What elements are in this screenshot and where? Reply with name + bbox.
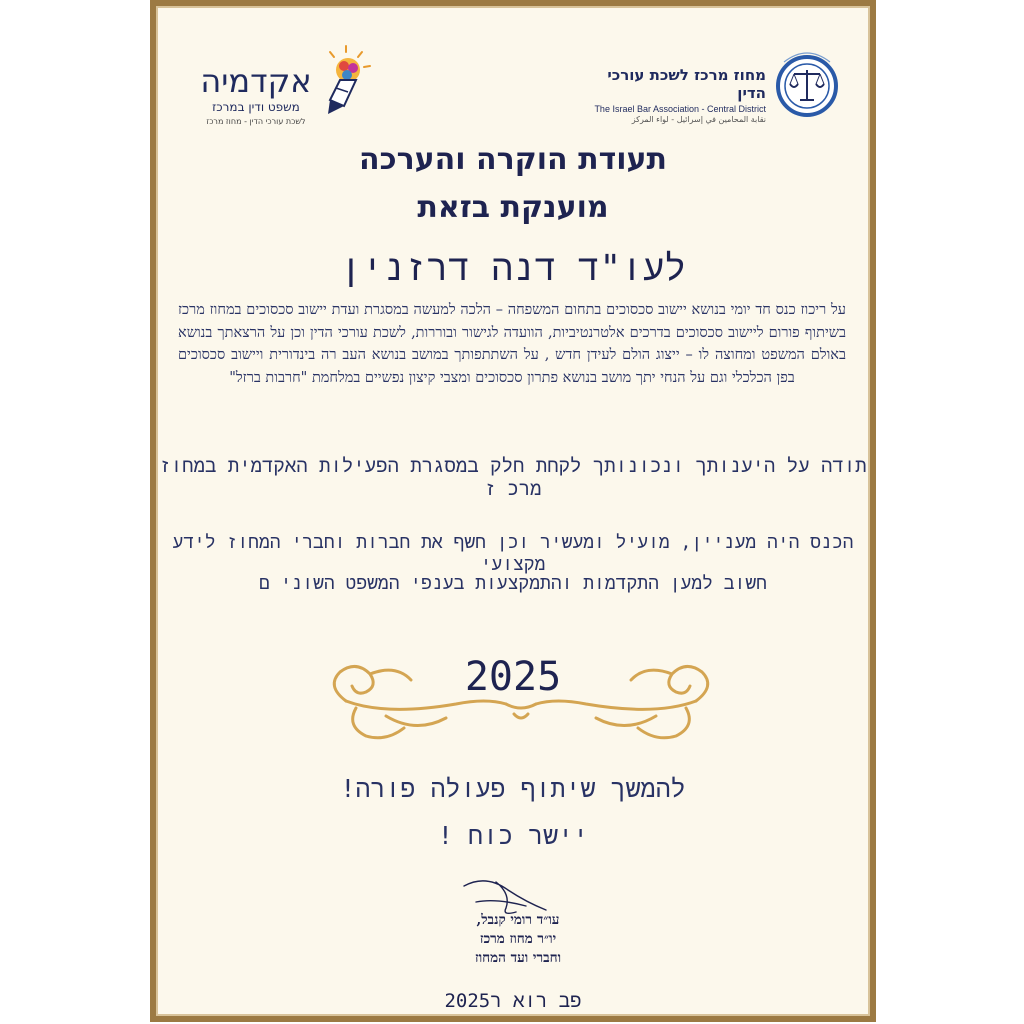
certificate-subtitle: מוענקת בזאת	[417, 190, 609, 225]
academy-subtitle-small: לשכת עורכי הדין - מחוז מרכז	[206, 117, 306, 126]
certificate-title: תעודת הוקרה והערכה	[358, 142, 667, 177]
signatory-committee: וחברי ועד המחוז	[474, 950, 562, 966]
certificate-date: פב רוא ר2025	[444, 990, 582, 1012]
closing-line-2: יישר כוח !	[437, 821, 589, 850]
certificate-year: 2025	[464, 654, 562, 700]
certificate-body: על ריכוז כנס חד יומי בנושא יישוב סכסוכים בתחום המשפחה – הלכה למעשה במסגרת ועדת יישוב סכסוכים במחוז מרכז בשיתוף פורום ליישוב סכסוכים בדרכים אלטרנטיביות, הוועדה לגישור ובוררות, לשכת עורכי הדין וכן על הרצאתך בנושא באולם המשפט ומחוצה לו – ייצוג הולם לעידן חדש , על השתתפותך במושב בנושא העב רה בינדורית ויישוב סכסוכים בפן הכלכלי וגם על הנחי יתך מושב בנושא פתרון סכסוכים ומצבי קיצון נפשיים במלחמת "חרבות ברזל"	[178, 302, 846, 386]
bar-association-english: The Israel Bar Association - Central District	[594, 104, 766, 114]
signatory-role: יו״ר מחוז מרכז	[479, 931, 557, 947]
bar-association-title: מחוז מרכז לשכת עורכי הדין	[607, 66, 766, 102]
scales-of-justice-icon	[772, 42, 842, 120]
academy-name: אקדמיה	[200, 62, 312, 100]
thanks-line: תודה על היענותך ונכונותך לקחת חלק במסגרת הפעילות האקדמית במחוז מרכ ז	[159, 455, 867, 500]
bar-association-arabic: نقابة المحامين في إسرائيل - لواء المركز	[631, 115, 766, 124]
certificate	[150, 0, 876, 1022]
conference-line-1: הכנס היה מעניין, מועיל ומעשיר וכן חשף את חברות וחברי המחוז לידע מקצועי	[172, 532, 854, 575]
signatory-block	[418, 911, 618, 968]
closing-line-1: להמשך שיתוף פעולה פורה!	[340, 774, 686, 803]
conference-line-2: חשוב למען התקדמות והתמקצעות בענפי המשפט השוני ם	[259, 573, 767, 594]
academy-logo	[196, 44, 376, 134]
bar-association-logo	[576, 42, 846, 122]
recipient-name: לעו"ד דנה דרזנין	[340, 248, 686, 289]
academy-subtitle: משפט ודין במרכז	[212, 100, 300, 114]
lightbulb-pencil-icon	[314, 44, 374, 124]
signatory-name: עו״ד רומי קנבל,	[476, 912, 560, 928]
